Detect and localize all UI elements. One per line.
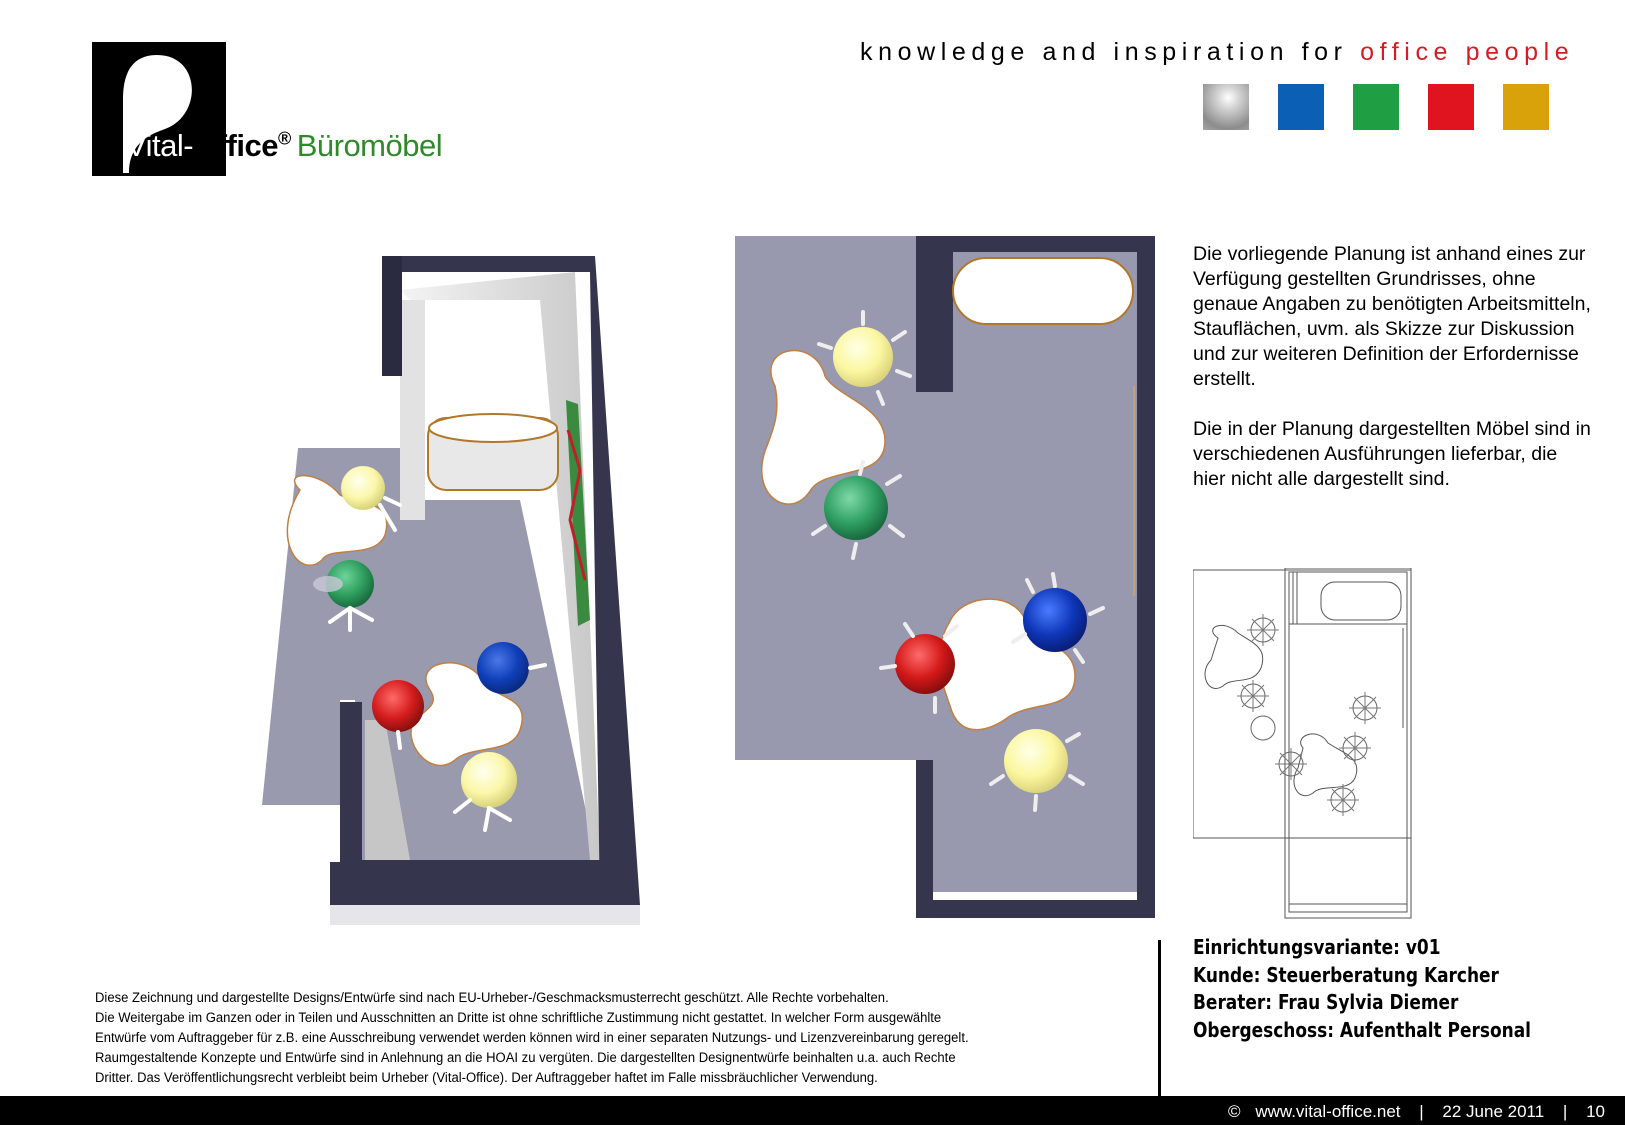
logo-vital: Vital- [126, 128, 194, 163]
vertical-divider [1158, 940, 1161, 1096]
tagline-red: office people [1360, 38, 1575, 66]
tagline-black: knowledge and inspiration for [860, 38, 1348, 66]
meta-floor: Obergeschoss: Aufenthalt Personal [1193, 1017, 1531, 1042]
logo-registered-mark: ® [277, 128, 291, 149]
project-meta [1193, 934, 1560, 1044]
meta-client: Kunde: Steuerberatung Karcher [1193, 962, 1499, 987]
disclaimer-line-1: Diese Zeichnung und dargestellte Designs/Entwürfe sind nach EU-Urheber-/Geschmacksmusterrecht geschützt. Alle Rechte vorbehalten. [95, 990, 889, 1006]
footer-date: 22 June 2011 [1442, 1102, 1545, 1121]
floorplan-line-drawing [1193, 568, 1413, 920]
footer-text [1218, 1102, 1605, 1122]
logo-product: Büromöbel [296, 128, 443, 163]
meta-consultant: Berater: Frau Sylvia Diemer [1193, 990, 1459, 1014]
footer-separator-1: | [1419, 1102, 1424, 1121]
planning-description [1193, 242, 1593, 517]
disclaimer-line-3: Entwürfe vom Auftraggeber für z.B. eine Ausschreibung verwendet werden können wird in einer separaten Nutzungs- und Lizenzvereinbarung geregelt. [95, 1030, 969, 1046]
description-paragraph-2: Die in der Planung dargestellten Möbel sind in verschiedenen Ausführungen lieferbar, die hier nicht alle dargestellt sind. [1193, 418, 1591, 490]
copyright-disclaimer [95, 988, 1155, 1088]
description-paragraph-1: Die vorliegende Planung ist anhand eines zur Verfügung gestellten Grundrisses, ohne genaue Angaben zu benötigten Arbeitsmitteln, Stauflächen, uvm. als Skizze zur Diskussion und zur weiteren Definition der Erfordernisse erstellt. [1193, 243, 1591, 390]
footer-page-number: 10 [1586, 1102, 1605, 1121]
meta-variant: Einrichtungsvariante: v01 [1193, 935, 1441, 959]
disclaimer-line-2: Die Weitergabe im Ganzen oder in Teilen und Ausschnitten an Dritte ist ohne schriftliche Zustimmung nicht gestattet. In welcher Form ausgewählte [95, 1010, 942, 1026]
room-plan-topview [735, 236, 1160, 922]
footer-website-link[interactable]: www.vital-office.net [1255, 1102, 1401, 1121]
logo-office: Office [193, 128, 278, 163]
disclaimer-line-5: Dritter. Das Veröffentlichungsrecht verbleibt beim Urheber (Vital-Office). Der Auftraggeber haftet im Falle missbräuchlicher Verwendung. [95, 1070, 878, 1086]
footer-separator-2: | [1562, 1102, 1568, 1121]
disclaimer-line-4: Raumgestaltende Konzepte und Entwürfe sind in Anlehnung an die HOAI zu vergüten. Die dargestellten Designentwürfe beinhalten u.a. auch Rechte [95, 1050, 956, 1066]
copyright-symbol: © [1228, 1102, 1241, 1121]
